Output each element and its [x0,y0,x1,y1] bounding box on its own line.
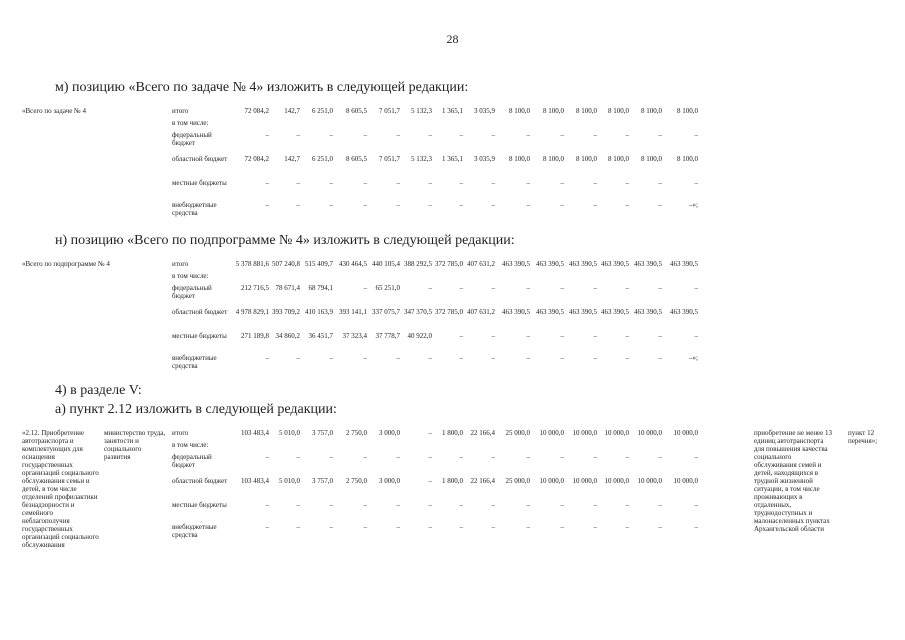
page-number: 28 [446,32,459,46]
value-cell: 78 671,4 [275,284,300,292]
value-cell: 8 100,0 [677,107,698,115]
value-cell: 3 035,9 [474,107,495,115]
value-cell: 515 409,7 [305,260,333,268]
value-cell: 3 035,9 [474,155,495,163]
value-cell: – [459,131,463,139]
value-cell: – [560,354,564,362]
value-cell: 1 800,0 [442,429,463,437]
value-cell: 7 051,7 [379,155,400,163]
value-cell: 507 240,8 [272,260,300,268]
value-cell: – [593,453,597,461]
value-cell: – [396,179,400,187]
value-cell: 8 100,0 [576,155,597,163]
value-cell: – [560,523,564,531]
value-cell: 372 785,0 [435,260,463,268]
value-cell: 463 390,5 [670,308,698,316]
item-result: приобретение не менее 13 единиц автотранспорта для повышения качества социального обслуживания семей и детей, находящихся в трудной жизненной ситуации, в том числе проживающих в отдаленных, труднодоступных и малонаселенных пунктах Архангельской области [754,429,833,533]
value-cell: – [658,354,662,362]
value-cell: 10 000,0 [572,477,597,485]
section-heading-m: м) позицию «Всего по задаче № 4» изложить в следующей редакции: [55,80,469,95]
value-cell: 103 483,4 [241,477,269,485]
row-label: областной бюджет [172,155,228,163]
value-cell: 463 390,5 [569,308,597,316]
value-cell: 463 390,5 [634,260,662,268]
value-cell: 463 390,5 [601,308,629,316]
value-cell: 393 141,1 [339,308,367,316]
value-cell: – [593,179,597,187]
value-cell: – [593,284,597,292]
value-cell: 5 378 881,6 [235,260,269,268]
value-cell: 10 000,0 [604,429,629,437]
row-title: «Всего по задаче № 4 [22,107,86,115]
value-cell: 10 000,0 [637,429,662,437]
item-description: «2.12. Приобретение автотранспорта и комплектующих для оснащения государственных организаций социального обслуживания семьи и детей, в том числе отделений профилактики безнадзорности и семейного неблагополучия государственных организаций социального обслуживания [22,429,99,549]
value-cell: – [296,501,300,509]
value-cell: – [593,332,597,340]
value-cell: 463 390,5 [670,260,698,268]
value-cell: 34 860,2 [275,332,300,340]
value-cell: 8 100,0 [641,107,662,115]
value-cell: 372 785,0 [435,308,463,316]
section-subheading-a: а) пункт 2.12 изложить в следующей редакции: [55,402,337,417]
value-cell: – [363,131,367,139]
value-cell: – [625,453,629,461]
value-cell: 103 483,4 [241,429,269,437]
value-cell: 5 010,0 [279,477,300,485]
value-cell: 37 778,7 [375,332,400,340]
value-cell: – [363,501,367,509]
value-cell: – [296,201,300,209]
value-cell: – [265,501,269,509]
value-cell: 463 390,5 [502,308,530,316]
value-cell: – [625,201,629,209]
row-label: областной бюджет [172,308,228,316]
value-cell: – [459,501,463,509]
value-cell: 10 000,0 [673,429,698,437]
value-cell: – [296,179,300,187]
value-cell: 8 100,0 [608,107,629,115]
value-cell: – [428,501,432,509]
value-cell: 1 365,1 [442,155,463,163]
value-cell: 3 757,0 [312,429,333,437]
value-cell: – [560,453,564,461]
value-cell: – [625,523,629,531]
value-cell: – [428,354,432,362]
value-cell: – [658,501,662,509]
value-cell: 37 323,4 [342,332,367,340]
value-cell: – [526,131,530,139]
value-cell: 5 010,0 [279,429,300,437]
value-cell: – [625,284,629,292]
value-cell: 22 166,4 [470,477,495,485]
row-label: местные бюджеты [172,501,227,509]
value-cell: – [396,453,400,461]
value-cell: – [265,523,269,531]
value-cell: 25 000,0 [505,477,530,485]
value-cell: 4 978 829,1 [235,308,269,316]
value-cell: 8 100,0 [509,155,530,163]
row-label: федеральный бюджет [172,131,212,147]
value-cell: – [329,523,333,531]
value-cell: – [658,332,662,340]
value-cell: 3 000,0 [379,429,400,437]
value-cell: – [526,501,530,509]
value-cell: 10 000,0 [539,429,564,437]
value-cell: – [428,429,432,437]
value-cell: 3 000,0 [379,477,400,485]
value-cell: 40 922,0 [407,332,432,340]
row-label: итого [172,260,189,268]
value-cell: 393 709,2 [272,308,300,316]
value-cell: – [560,179,564,187]
value-cell: – [396,501,400,509]
value-cell: 36 451,7 [308,332,333,340]
value-cell: – [526,453,530,461]
value-cell: – [265,354,269,362]
value-cell: – [526,284,530,292]
item-link: пункт 12 перечня»; [848,429,878,445]
value-cell: 440 105,4 [372,260,400,268]
value-cell: – [363,523,367,531]
value-cell: – [329,131,333,139]
value-cell: – [491,284,495,292]
value-cell: – [329,201,333,209]
value-cell: 8 100,0 [677,155,698,163]
value-cell: – [694,501,698,509]
value-cell: – [694,453,698,461]
value-cell: 463 390,5 [502,260,530,268]
value-cell: 407 631,2 [467,260,495,268]
value-cell: – [560,501,564,509]
value-cell: – [625,179,629,187]
value-cell: – [396,523,400,531]
value-cell: 6 251,0 [312,155,333,163]
value-cell: – [459,284,463,292]
value-cell: 10 000,0 [604,477,629,485]
value-cell: 463 390,5 [536,260,564,268]
value-cell: – [265,179,269,187]
value-cell: – [329,179,333,187]
value-cell: 8 100,0 [543,107,564,115]
value-cell: 3 757,0 [312,477,333,485]
value-cell: – [658,131,662,139]
value-cell: 10 000,0 [539,477,564,485]
row-label: в том числе: [172,272,209,280]
value-cell: – [265,201,269,209]
value-cell: – [459,453,463,461]
value-cell: 8 100,0 [543,155,564,163]
value-cell: – [491,501,495,509]
value-cell: – [694,332,698,340]
value-cell: – [491,523,495,531]
value-cell: 463 390,5 [569,260,597,268]
section-heading-n: н) позицию «Всего по подпрограмме № 4» изложить в следующей редакции: [55,233,515,248]
value-cell: 142,7 [284,155,300,163]
row-label: местные бюджеты [172,332,227,340]
value-cell: – [428,201,432,209]
row-label: федеральный бюджет [172,453,212,469]
row-label: итого [172,429,189,437]
row-label: в том числе: [172,441,209,449]
value-cell: 65 251,0 [375,284,400,292]
value-cell: 72 084,2 [244,155,269,163]
value-cell: – [625,354,629,362]
value-cell: – [625,332,629,340]
value-cell: – [428,453,432,461]
value-cell: – [296,523,300,531]
value-cell: – [459,523,463,531]
value-cell: 22 166,4 [470,429,495,437]
value-cell: –»; [689,201,698,209]
value-cell: – [694,284,698,292]
value-cell: – [363,453,367,461]
value-cell: 430 464,5 [339,260,367,268]
value-cell: – [526,523,530,531]
value-cell: – [593,354,597,362]
value-cell: 10 000,0 [673,477,698,485]
value-cell: – [428,131,432,139]
value-cell: – [459,354,463,362]
value-cell: – [560,284,564,292]
value-cell: – [396,131,400,139]
value-cell: – [491,453,495,461]
value-cell: 410 163,9 [305,308,333,316]
value-cell: 8 100,0 [576,107,597,115]
value-cell: – [526,332,530,340]
value-cell: – [658,284,662,292]
value-cell: 463 390,5 [634,308,662,316]
value-cell: 2 750,0 [346,477,367,485]
row-label: итого [172,107,189,115]
item-executor: министерство труда, занятости и социального развития [104,429,166,461]
row-label: федеральный бюджет [172,284,212,300]
value-cell: – [296,354,300,362]
value-cell: 407 631,2 [467,308,495,316]
value-cell: 347 370,5 [404,308,432,316]
value-cell: 5 132,3 [411,155,432,163]
value-cell: – [428,477,432,485]
value-cell: – [694,523,698,531]
value-cell: 8 605,5 [346,155,367,163]
value-cell: 68 794,1 [308,284,333,292]
value-cell: 10 000,0 [572,429,597,437]
value-cell: – [491,354,495,362]
value-cell: – [593,501,597,509]
value-cell: – [296,453,300,461]
value-cell: – [526,354,530,362]
value-cell: 2 750,0 [346,429,367,437]
row-label: внебюджетные средства [172,523,217,539]
value-cell: – [459,332,463,340]
value-cell: – [491,179,495,187]
value-cell: – [625,501,629,509]
value-cell: – [560,332,564,340]
value-cell: 463 390,5 [601,260,629,268]
value-cell: – [491,131,495,139]
value-cell: – [593,131,597,139]
value-cell: 1 800,0 [442,477,463,485]
value-cell: 5 132,3 [411,107,432,115]
value-cell: 7 051,7 [379,107,400,115]
value-cell: – [396,354,400,362]
value-cell: – [329,354,333,362]
value-cell: – [658,201,662,209]
value-cell: 8 100,0 [509,107,530,115]
value-cell: – [625,131,629,139]
value-cell: 8 605,5 [346,107,367,115]
value-cell: 72 084,2 [244,107,269,115]
value-cell: – [658,453,662,461]
value-cell: 25 000,0 [505,429,530,437]
value-cell: – [363,179,367,187]
row-label: в том числе: [172,119,209,127]
value-cell: 8 100,0 [608,155,629,163]
value-cell: 463 390,5 [536,308,564,316]
value-cell: – [265,131,269,139]
value-cell: – [658,179,662,187]
value-cell: – [265,453,269,461]
value-cell: 388 292,5 [404,260,432,268]
value-cell: – [329,453,333,461]
value-cell: – [560,201,564,209]
value-cell: – [296,131,300,139]
value-cell: –»; [689,354,698,362]
value-cell: – [329,501,333,509]
value-cell: – [658,523,662,531]
value-cell: – [694,131,698,139]
value-cell: – [491,201,495,209]
value-cell: – [593,523,597,531]
value-cell: – [428,284,432,292]
value-cell: – [363,284,367,292]
value-cell: 271 189,8 [241,332,269,340]
value-cell: – [428,523,432,531]
value-cell: – [593,201,597,209]
value-cell: – [560,131,564,139]
section-heading-4: 4) в разделе V: [55,383,142,398]
value-cell: – [459,179,463,187]
value-cell: – [363,354,367,362]
value-cell: – [526,179,530,187]
value-cell: – [363,201,367,209]
value-cell: – [526,201,530,209]
row-label: внебюджетные средства [172,201,217,217]
value-cell: – [428,179,432,187]
value-cell: – [694,179,698,187]
value-cell: 8 100,0 [641,155,662,163]
value-cell: 1 365,1 [442,107,463,115]
row-label: областной бюджет [172,477,228,485]
row-label: местные бюджеты [172,179,227,187]
row-label: внебюджетные средства [172,354,217,370]
value-cell: – [459,201,463,209]
row-title: «Всего по подпрограмме № 4 [22,260,110,268]
value-cell: – [396,201,400,209]
value-cell: 337 075,7 [372,308,400,316]
value-cell: 10 000,0 [637,477,662,485]
value-cell: – [491,332,495,340]
value-cell: 212 716,5 [241,284,269,292]
value-cell: 142,7 [284,107,300,115]
value-cell: 6 251,0 [312,107,333,115]
